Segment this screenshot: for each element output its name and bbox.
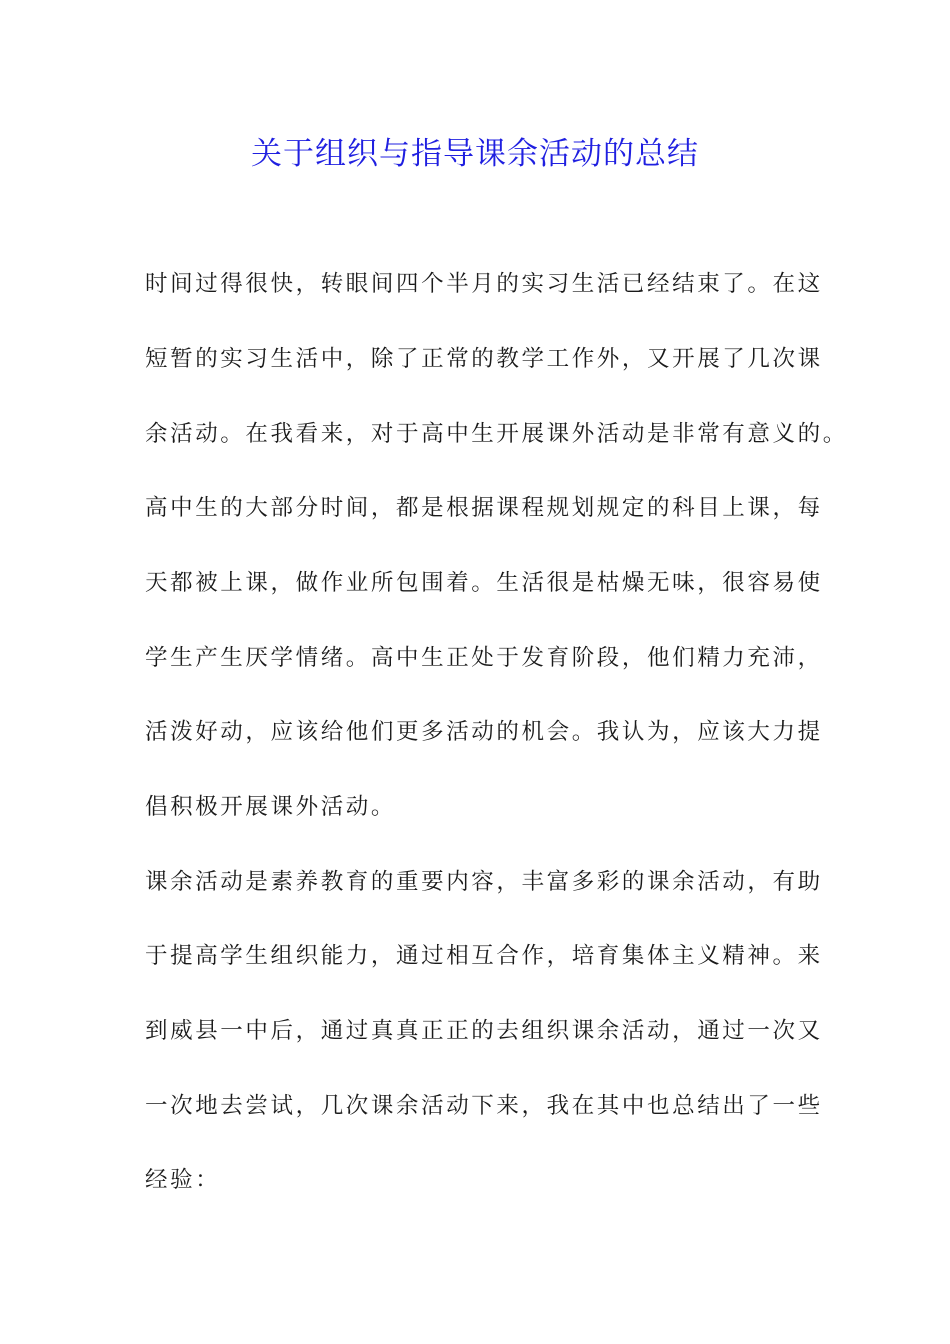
paragraph-1-line-2: 短暂的实习生活中，除了正常的教学工作外，又开展了几次课 [145, 346, 823, 372]
paragraph-1-line-6: 学生产生厌学情绪。高中生正处于发育阶段，他们精力充沛， [145, 645, 823, 671]
paragraph-2-line-4: 一次地去尝试，几次课余活动下来，我在其中也总结出了一些 [145, 1093, 823, 1119]
paragraph-1-line-7: 活泼好动，应该给他们更多活动的机会。我认为，应该大力提 [145, 719, 823, 745]
paragraph-1-line-4: 高中生的大部分时间，都是根据课程规划规定的科目上课，每 [145, 495, 823, 521]
paragraph-2-line-3: 到威县一中后，通过真真正正的去组织课余活动，通过一次又 [145, 1018, 823, 1044]
paragraph-1-line-3: 余活动。在我看来，对于高中生开展课外活动是非常有意义的。 [145, 421, 848, 447]
paragraph-1-line-5: 天都被上课，做作业所包围着。生活很是枯燥无味，很容易使 [145, 570, 823, 596]
paragraph-1-line-1: 时间过得很快，转眼间四个半月的实习生活已经结束了。在这 [145, 271, 823, 297]
paragraph-2-line-2: 于提高学生组织能力，通过相互合作，培育集体主义精神。来 [145, 943, 823, 969]
document-title: 关于组织与指导课余活动的总结 [251, 136, 699, 172]
paragraph-2-line-5: 经验： [145, 1167, 221, 1193]
paragraph-1-line-8: 倡积极开展课外活动。 [145, 794, 397, 820]
paragraph-2-line-1: 课余活动是素养教育的重要内容，丰富多彩的课余活动，有助 [145, 869, 823, 895]
